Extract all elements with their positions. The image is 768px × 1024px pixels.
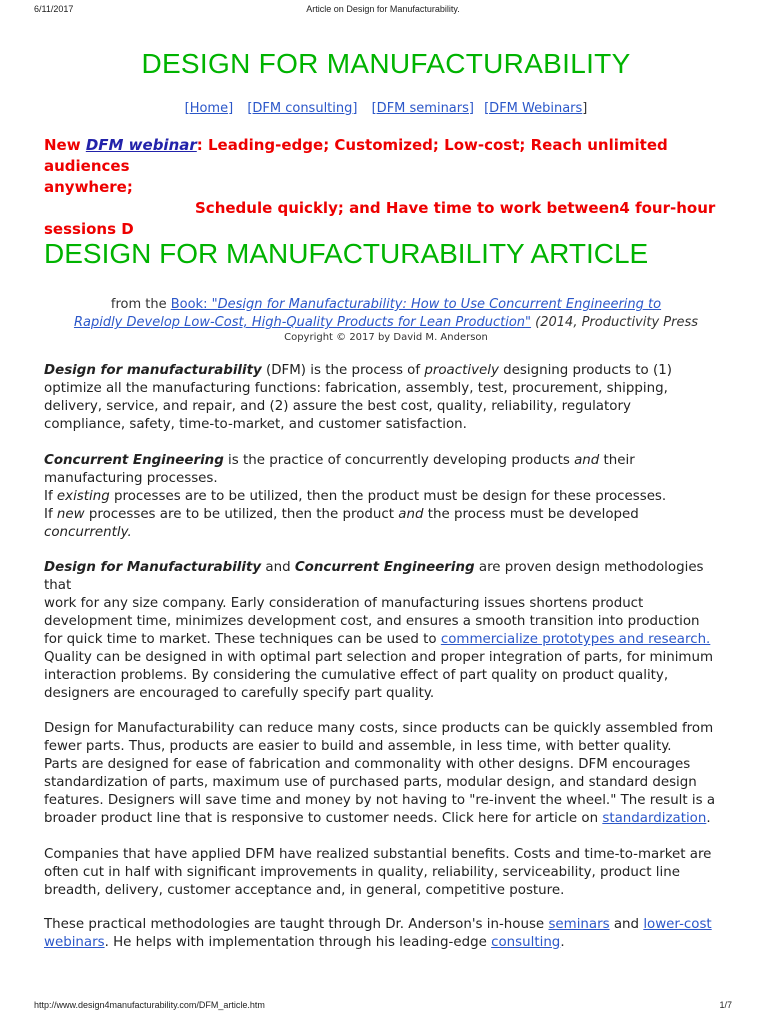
- webinar-promo: [44, 135, 728, 240]
- nav-bracket: ]: [582, 101, 588, 116]
- promo-line1: : Leading-edge; Customized; Low-cost; Reach unlimited audiences: [44, 136, 668, 175]
- paragraph-training: [44, 916, 728, 952]
- commercialize-link[interactable]: commercialize prototypes and research.: [440, 632, 711, 647]
- p3-text-a: are proven design methodologies that: [44, 560, 704, 593]
- p5-line5: features. Designers will save time and money by not having to "re-invent the wheel." The result is a: [44, 793, 716, 808]
- paragraph-benefits: [44, 846, 728, 900]
- book-title-line2: Rapidly Develop Low-Cost, High-Quality Products for Lean Production: [73, 315, 526, 330]
- print-page-title: Article on Design for Manufacturability.: [306, 4, 460, 14]
- p2-line5: concurrently.: [44, 525, 132, 540]
- p2-em-and: and: [574, 453, 600, 468]
- nav-webinars-link[interactable]: [DFM Webinars: [484, 101, 583, 116]
- p7-text-b: and: [609, 917, 644, 932]
- p2-text-a: is the practice of concurrently developing products: [223, 453, 575, 468]
- p3-line3: development time, minimizes development cost, and ensures a smooth transition into production: [44, 614, 700, 629]
- article-title: DESIGN FOR MANUFACTURABILITY ARTICLE: [44, 238, 649, 269]
- p5-line2: fewer parts. Thus, products are easier to build and assemble, in less time, with better quality.: [44, 739, 672, 754]
- nav-consulting-link[interactable]: [DFM consulting]: [247, 101, 358, 116]
- p5-end: .: [706, 811, 711, 826]
- p2-l4-em2: and: [398, 507, 424, 522]
- p4-line2: interaction problems. By considering the cumulative effect of part quality on product quality,: [44, 668, 669, 683]
- lower-cost-link[interactable]: lower-cost: [643, 917, 712, 932]
- p1-line2: optimize all the manufacturing functions: fabrication, assembly, test, procurement, shipping,: [44, 381, 668, 396]
- standardization-link[interactable]: standardization: [602, 811, 707, 826]
- promo-line4: sessions D: [44, 220, 134, 238]
- p2-text-b: their: [599, 453, 635, 468]
- paragraph-concurrent-engineering: [44, 452, 728, 542]
- term-ce: Concurrent Engineering: [44, 453, 224, 468]
- paragraph-costs: [44, 720, 728, 828]
- copyright: Copyright © 2017 by David M. Anderson: [284, 332, 488, 343]
- p4-line1: Quality can be designed in with optimal part selection and proper integration of parts, for minimum: [44, 650, 714, 665]
- p6-line2: often cut in half with significant improvements in quality, reliability, serviceability, product line: [44, 865, 680, 880]
- print-header: [34, 4, 732, 18]
- promo-line2: anywhere;: [44, 178, 133, 196]
- paragraph-methodologies: [44, 559, 728, 649]
- p1-line4: compliance, safety, time-to-market, and customer satisfaction.: [44, 417, 467, 432]
- nav-home-link[interactable]: [Home]: [184, 101, 234, 116]
- p7-text-a: These practical methodologies are taught through Dr. Anderson's in-house: [44, 917, 549, 932]
- consulting-link[interactable]: consulting: [491, 935, 561, 950]
- term-ce-2: Concurrent Engineering: [294, 560, 475, 575]
- publisher: (2014, Productivity Press: [531, 315, 699, 330]
- p2-line2: manufacturing processes.: [44, 471, 218, 486]
- p1-line3: delivery, service, and repair, and (2) assure the best cost, quality, reliability, regulatory: [44, 399, 631, 414]
- paragraph-quality: [44, 649, 728, 703]
- p1-text-a: (DFM) is the process of: [261, 363, 425, 378]
- p2-l4-a: If: [44, 507, 57, 522]
- p1-text-b: designing products to (1): [498, 363, 672, 378]
- p6-line3: breadth, delivery, customer acceptance and, in general, competitive posture.: [44, 883, 565, 898]
- p5-line3: Parts are designed for ease of fabrication and commonality with other designs. DFM encourages: [44, 757, 691, 772]
- print-page-number: 1/7: [719, 1000, 732, 1010]
- p5-line4: standardization of parts, maximum use of purchased parts, modular design, and standard design: [44, 775, 697, 790]
- p3-line2: work for any size company. Early consideration of manufacturing issues shortens product: [44, 596, 644, 611]
- print-footer: [34, 1000, 732, 1014]
- p2-l3-a: If: [44, 489, 57, 504]
- site-title: DESIGN FOR MANUFACTURABILITY: [141, 48, 631, 79]
- book-link[interactable]: [171, 297, 661, 312]
- p7-text-c: . He helps with implementation through his leading-edge: [104, 935, 492, 950]
- source-prefix: from the: [110, 297, 171, 312]
- book-link-cont[interactable]: [74, 315, 531, 330]
- p6-line1: Companies that have applied DFM have realized substantial benefits. Costs and time-to-market are: [44, 847, 712, 862]
- paragraph-dfm: [44, 362, 728, 434]
- book-label: Book: ": [170, 297, 218, 312]
- dfm-webinar-link[interactable]: DFM webinar: [85, 136, 197, 154]
- p3-and: and: [261, 560, 295, 575]
- top-nav: [44, 101, 728, 116]
- seminars-link[interactable]: seminars: [548, 917, 610, 932]
- p5-line1: Design for Manufacturability can reduce many costs, since products can be quickly assembled from: [44, 721, 714, 736]
- p5-line6: broader product line that is responsive to customer needs. Click here for article on: [44, 811, 603, 826]
- print-date: 6/11/2017: [34, 4, 74, 14]
- p2-l3-b: processes are to be utilized, then the product must be design for these processes.: [109, 489, 667, 504]
- p1-em: proactively: [424, 363, 499, 378]
- p2-l4-c: the process must be developed: [423, 507, 639, 522]
- p2-l4-em: new: [56, 507, 85, 522]
- term-dfm: Design for manufacturability: [44, 363, 262, 378]
- print-url: http://www.design4manufacturability.com/DFM_article.htm: [34, 1000, 265, 1010]
- promo-line3: Schedule quickly; and Have time to work between4 four-hour: [195, 199, 716, 217]
- webinars-link[interactable]: webinars: [44, 935, 105, 950]
- p2-l4-b: processes are to be utilized, then the product: [84, 507, 399, 522]
- promo-prefix: New: [44, 136, 86, 154]
- nav-seminars-link[interactable]: [DFM seminars]: [371, 101, 474, 116]
- p3-line4: for quick time to market. These techniques can be used to: [44, 632, 441, 647]
- book-close-quote: ": [525, 315, 532, 330]
- term-dfm-2: Design for Manufacturability: [44, 560, 262, 575]
- book-title-line1: Design for Manufacturability: How to Use Concurrent Engineering to: [217, 297, 662, 312]
- p2-l3-em: existing: [56, 489, 110, 504]
- book-source: [44, 296, 728, 332]
- p4-line3: designers are encouraged to carefully specify part quality.: [44, 686, 435, 701]
- p7-end: .: [560, 935, 565, 950]
